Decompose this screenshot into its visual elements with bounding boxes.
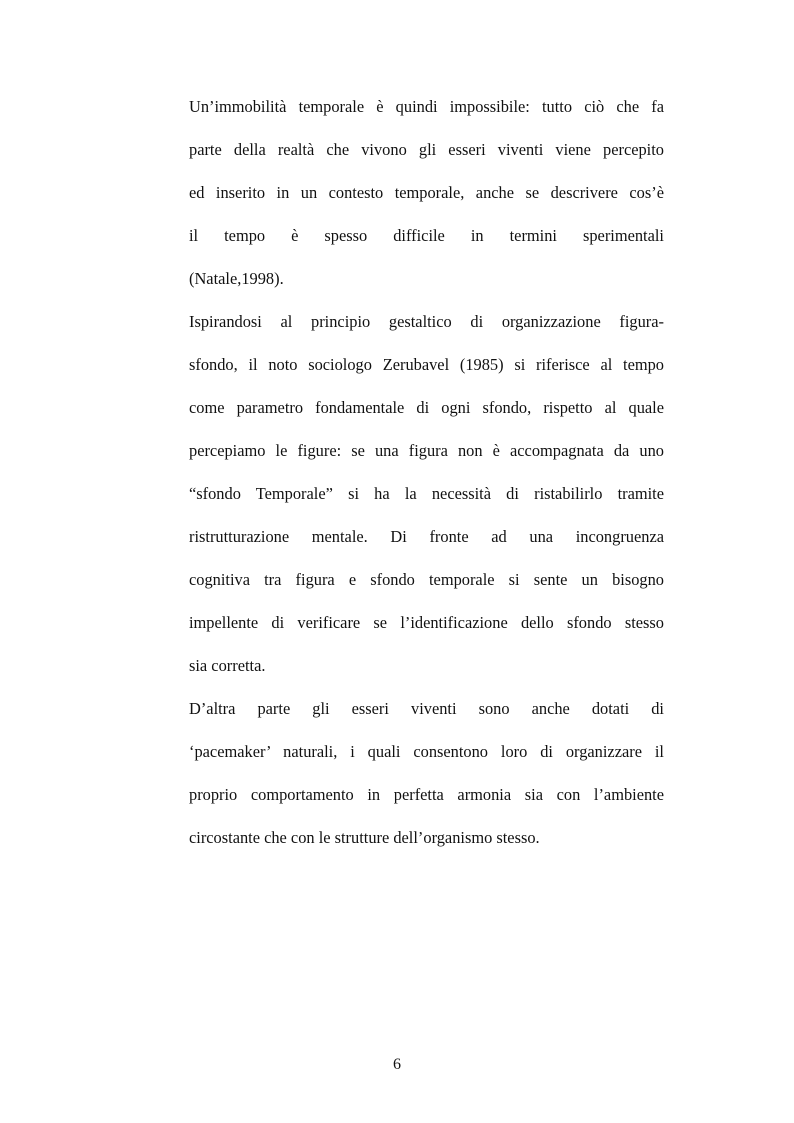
text-line: parte della realtà che vivono gli esseri viventi viene percepito [189, 140, 664, 159]
text-line: cognitiva tra figura e sfondo temporale si sente un bisogno [189, 570, 664, 589]
text-line: ‘pacemaker’ naturali, i quali consentono loro di organizzare il [189, 742, 664, 761]
text-line: sia corretta. [189, 656, 266, 675]
text-line: ristrutturazione mentale. Di fronte ad una incongruenza [189, 527, 664, 546]
text-line: proprio comportamento in perfetta armonia sia con l’ambiente [189, 785, 664, 804]
text-line: come parametro fondamentale di ogni sfondo, rispetto al quale [189, 398, 664, 417]
page-number: 6 [393, 1056, 401, 1073]
text-line: “sfondo Temporale” si ha la necessità di ristabilirlo tramite [189, 484, 664, 503]
text-line: percepiamo le figure: se una figura non è accompagnata da uno [189, 441, 664, 460]
text-line: Ispirandosi al principio gestaltico di organizzazione figura- [189, 312, 664, 331]
text-line: il tempo è spesso difficile in termini sperimentali [189, 226, 664, 245]
text-line: ed inserito in un contesto temporale, anche se descrivere cos’è [189, 183, 664, 202]
page-body [189, 91, 664, 865]
paragraph-1 [189, 91, 664, 306]
text-line: D’altra parte gli esseri viventi sono anche dotati di [189, 699, 664, 718]
text-line: Un’immobilità temporale è quindi impossibile: tutto ciò che fa [189, 97, 664, 116]
text-line: impellente di verificare se l’identificazione dello sfondo stesso [189, 613, 664, 632]
paragraph-2 [189, 306, 664, 693]
text-line: sfondo, il noto sociologo Zerubavel (1985) si riferisce al tempo [189, 355, 664, 374]
text-line: (Natale,1998). [189, 269, 284, 288]
paragraph-3 [189, 693, 664, 865]
text-line: circostante che con le strutture dell’organismo stesso. [189, 828, 540, 847]
